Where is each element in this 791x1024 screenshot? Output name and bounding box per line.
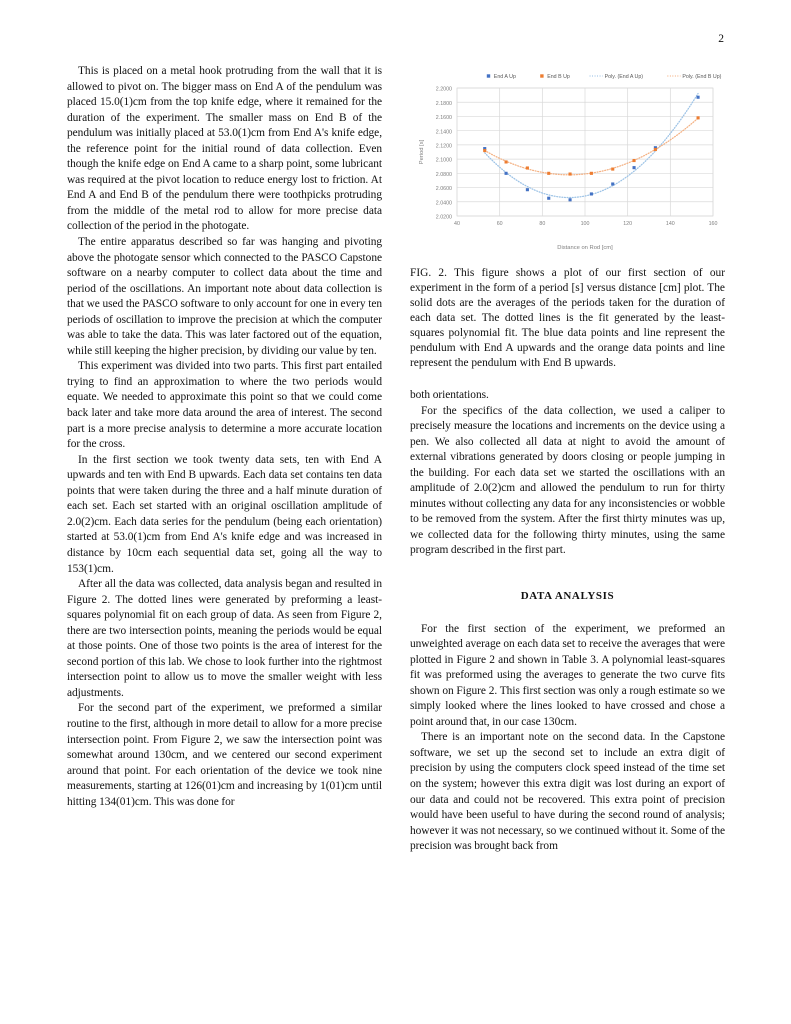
page-number: 2 (718, 33, 724, 45)
figure-caption: FIG. 2. This figure shows a plot of our first section of our experiment in the form of a period [s] versus distance [cm] plot. The solid dots are the averages of the periods taken for the duration of each data set. The dotted lines is the fit generated by the least-squares polynomial fit. The blue data points and line represent the pendulum with End A upwards and the orange data points and line represent the pendulum with End B upwards. (410, 267, 725, 369)
legend-marker-square (487, 74, 490, 77)
data-point (654, 148, 657, 151)
y-tick-label: 2.0400 (435, 200, 452, 207)
paragraph: For the specifics of the data collection, we used a caliper to precisely measure the locations and increments on the device using a pen. We also collected all data at night to avoid the amount of external vibrations generated by doors closing or people jumping in the building. For each data set we started the oscillations with an amplitude of 2.0(2)cm and allowed the pendulum to run for thirty minutes without collecting any data for any inconsistencies or wobble to be removed from the system. After the first thirty minutes was up, we collected data for the following thirty minutes, using the same program described in the first part. (410, 404, 725, 557)
x-axis-label: Distance on Rod [cm] (557, 245, 613, 251)
y-tick-label: 2.0200 (435, 214, 452, 221)
paragraph: both orientations. (410, 389, 489, 401)
chart-period-vs-distance (410, 64, 725, 256)
legend-label: Poly. (End A Up) (604, 73, 644, 80)
data-point (505, 160, 508, 163)
paragraph: After all the data was collected, data analysis began and resulted in Figure 2. The dotted lines were generated by preforming a least-squares polynomial fit on each group of data. As seen from Figure 2, there are two intersection points, meaning the periods would be equal at those points. One of those two points is the area of interest for the second portion of this lab. We chose to look further into the rightmost intersection point to allow us to move the smaller weight with less adjustments. (67, 578, 382, 699)
y-tick-label: 2.0800 (435, 171, 452, 178)
data-point (483, 149, 486, 152)
x-tick-label: 160 (708, 221, 718, 227)
section-heading-data-analysis: DATA ANALYSIS (520, 590, 615, 603)
y-tick-label: 2.2000 (435, 86, 452, 93)
x-tick-label: 40 (454, 221, 460, 227)
right-column (410, 64, 725, 855)
paragraph: In the first section we took twenty data sets, ten with End A upwards and ten with End B upwards. Each data set contains ten data points that were taken during the three and a half minute duration of each set. Each set started with an original oscillation amplitude of 2.0(2)cm. Each data series for the pendulum (being each orientation) started at 53.0(1)cm from End A's knife edge and was increased in distance by 10cm each sequential data set, going all the way to 153(1)cm. (67, 453, 382, 575)
paragraph: This experiment was divided into two parts. This first part entailed trying to find an approximation to where the two periods would equate. We needed to approximate this point so that we could come back later and take more data around the area of interest. The second part is a more precise analysis to determine a more accurate location for the cross. (67, 360, 382, 451)
data-point (505, 172, 508, 175)
data-point (697, 116, 700, 119)
two-column-body (67, 64, 725, 855)
chart-svg (410, 64, 725, 256)
y-axis-label: Period [s] (419, 139, 425, 165)
data-point (590, 172, 593, 175)
y-tick-label: 2.1400 (435, 129, 452, 136)
x-tick-label: 100 (580, 221, 590, 227)
x-tick-label: 60 (496, 221, 503, 227)
data-point (633, 166, 636, 169)
data-point (611, 168, 614, 171)
data-point (633, 159, 636, 162)
y-tick-label: 2.1000 (435, 157, 452, 164)
paragraph: This is placed on a metal hook protruding from the wall that it is allowed to pivot on. The bigger mass on End A of the pendulum was placed 15.0(1)cm from the top knife edge, where it remained for the duration of the experiment. The smaller mass on End B of the pendulum was initially placed at 53.0(1)cm from End A's knife edge, the reference point for the initial round of data collection. Even though the knife edge on End A came to a sharp point, some lubricant was required at the pivot location to reduce energy lost to friction. At End A and End B of the pendulum there were toothpicks protruding from the middle of the metal rod to allow for more precise data collection of the period in the photogate. (67, 65, 382, 233)
data-point (547, 172, 550, 175)
data-point (569, 198, 572, 201)
x-tick-label: 120 (623, 221, 633, 227)
paragraph: The entire apparatus described so far was hanging and pivoting above the photogate sensor which connected to the PASCO Capstone software on a nearby computer to collect data about the time and period of the oscillations. An important note about data collection is that we used the PASCO software to only account for one in every ten periods of oscillation to improve the precision at which the computer was able to take the data. This was later factored out of the equation, while still keeping the higher precision, by dividing our value by ten. (67, 236, 382, 357)
legend-label: Poly. (End B Up) (682, 73, 722, 80)
legend-label: End B Up (547, 73, 570, 80)
figure-2 (410, 64, 725, 371)
legend-marker-square (540, 74, 543, 77)
x-tick-label: 140 (665, 221, 675, 227)
data-point (611, 182, 614, 185)
paragraph: For the first section of the experiment, we preformed an unweighted average on each data set to receive the averages that were plotted in Figure 2 and shown in Table 3. A polynomial least-squares fit was preformed using the averages to generate the two curve fits shown on Figure 2. This first section was only a rough estimate so we simply looked where the lines looked to have crossed and chose a point around that, in our case 130cm. (410, 622, 725, 728)
paragraph: There is an important note on the second data. In the Capstone software, we set up the second set to include an extra digit of precision by using the computers clock speed instead of the time set on the system; however this extra digit was lost during an export of our data and could not be recovered. This extra point of precision would have been useful to have during the second round of analysis; however it was not necessary, so we continued without it. Some of the precision was brought back from (410, 731, 725, 853)
data-point (547, 197, 550, 200)
paragraph: For the second part of the experiment, we preformed a similar routine to the first, although in more detail to allow for a more precise intersection point. From Figure 2, we saw the intersection point was somewhat around 130cm, and we centered our second experiment around that point. For each orientation of the device we took nine measurements, starting at 126(01)cm and increasing by 1(01)cm until hitting 134(01)cm. This was done for (67, 702, 382, 808)
data-point (526, 166, 529, 169)
y-tick-label: 2.0600 (435, 186, 452, 193)
y-tick-label: 2.1800 (435, 100, 452, 107)
x-tick-label: 80 (539, 221, 546, 227)
legend-label: End A Up (493, 73, 516, 80)
data-point (697, 96, 700, 99)
data-point (569, 172, 572, 175)
y-tick-label: 2.1200 (435, 143, 452, 150)
left-column (67, 64, 382, 855)
data-point (590, 192, 593, 195)
data-point (526, 188, 529, 191)
y-tick-label: 2.1600 (435, 115, 452, 122)
